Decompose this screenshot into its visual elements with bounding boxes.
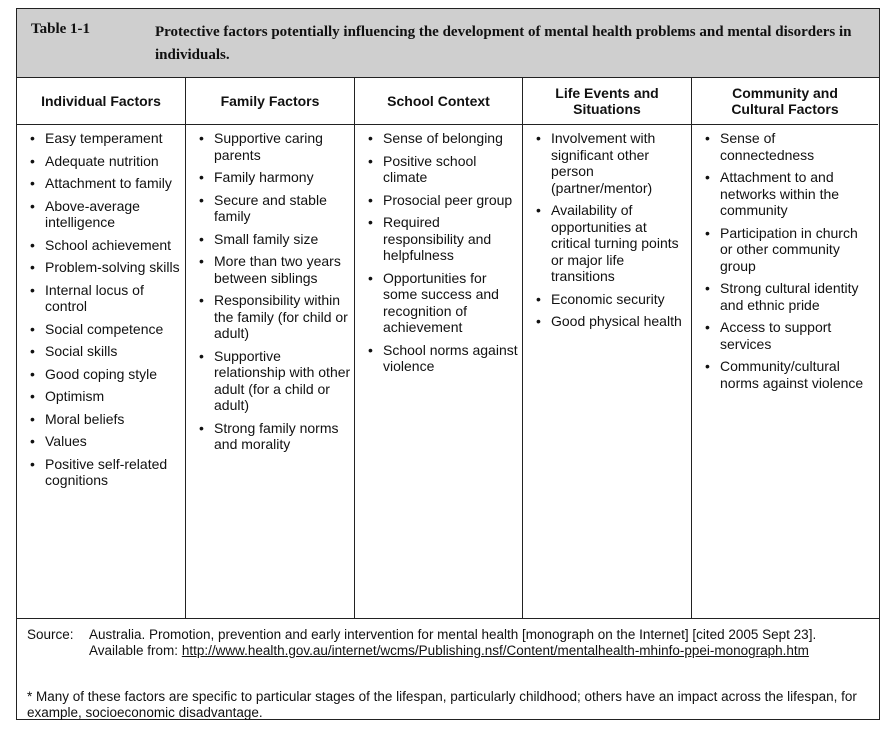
factor-item: • Adequate nutrition [45, 153, 182, 170]
factor-item: • Availability of opportunities at critical turning points or major life transitions [551, 202, 688, 285]
column-header: Family Factors [186, 78, 354, 125]
factor-item: • School achievement [45, 237, 182, 254]
column-header: Life Events and Situations [523, 78, 691, 125]
factor-item: • Participation in church or other community group [720, 225, 870, 275]
factors-table [17, 78, 879, 618]
factor-list [17, 130, 186, 495]
column-school-context [355, 78, 523, 618]
factor-item: • Good physical health [551, 313, 688, 330]
footnote-text: * Many of these factors are specific to particular stages of the lifespan, particularly childhood; others have an impact across the lifespan, for example, socioeconomic disadvantage. [27, 689, 857, 720]
factor-item: • Problem-solving skills [45, 259, 182, 276]
column-header: Individual Factors [17, 78, 185, 125]
factor-item: • Optimism [45, 388, 182, 405]
footnote [27, 689, 867, 721]
table-footer [17, 618, 879, 721]
table-document [16, 8, 880, 720]
factor-item: • More than two years between siblings [214, 253, 351, 286]
factor-item: • Social skills [45, 343, 182, 360]
factor-list [692, 130, 874, 397]
factor-item: • Positive self-related cognitions [45, 456, 182, 489]
factor-item: • Values [45, 433, 182, 450]
factor-item: • Supportive caring parents [214, 130, 351, 163]
source-text: Australia. Promotion, prevention and early intervention for mental health [monograph on the Internet] [cited 2005 Sept 23]. Available from: [89, 627, 817, 658]
factor-item: • Attachment to and networks within the community [720, 169, 870, 219]
factor-item: • School norms against violence [383, 342, 519, 375]
factor-item: • Easy temperament [45, 130, 182, 147]
table-title: Protective factors potentially influencing the development of mental health problems and mental disorders in individuals. [155, 24, 852, 63]
factor-item: • Sense of connectedness [720, 130, 870, 163]
column-family-factors [186, 78, 355, 618]
factor-item: • Economic security [551, 291, 688, 308]
source-citation [27, 627, 867, 658]
factor-item: • Community/cultural norms against violence [720, 358, 870, 391]
factor-item: • Supportive relationship with other adult (for a child or adult) [214, 348, 351, 414]
factor-item: • Small family size [214, 231, 351, 248]
factor-item: • Strong cultural identity and ethnic pride [720, 280, 870, 313]
factor-item: • Positive school climate [383, 153, 519, 186]
table-title-bar [17, 9, 879, 78]
factor-item: • Good coping style [45, 366, 182, 383]
column-individual-factors [17, 78, 186, 618]
factor-item: • Involvement with significant other person (partner/mentor) [551, 130, 688, 196]
factor-item: • Social competence [45, 321, 182, 338]
table-number: Table 1-1 [31, 21, 91, 37]
factor-item: • Moral beliefs [45, 411, 182, 428]
factor-item: • Opportunities for some success and recognition of achievement [383, 270, 519, 336]
factor-list [186, 130, 355, 459]
source-link[interactable]: http://www.health.gov.au/internet/wcms/Publishing.nsf/Content/mentalhealth-mhinfo-ppei-monograph.htm [181, 643, 809, 658]
factor-item: • Above-average intelligence [45, 198, 182, 231]
factor-item: • Access to support services [720, 319, 870, 352]
factor-item: • Required responsibility and helpfulness [383, 214, 519, 264]
factor-item: • Attachment to family [45, 175, 182, 192]
source-label: Source: [27, 627, 74, 642]
factor-list [523, 130, 692, 336]
factor-item: • Responsibility within the family (for child or adult) [214, 292, 351, 342]
factor-item: • Internal locus of control [45, 282, 182, 315]
factor-item: • Strong family norms and morality [214, 420, 351, 453]
factor-item: • Prosocial peer group [383, 192, 519, 209]
column-life-events [523, 78, 692, 618]
column-community-cultural [692, 78, 878, 618]
factor-item: • Sense of belonging [383, 130, 519, 147]
factor-item: • Secure and stable family [214, 192, 351, 225]
column-header: School Context [355, 78, 522, 125]
column-header: Community and Cultural Factors [692, 78, 878, 125]
factor-list [355, 130, 523, 381]
factor-item: • Family harmony [214, 169, 351, 186]
